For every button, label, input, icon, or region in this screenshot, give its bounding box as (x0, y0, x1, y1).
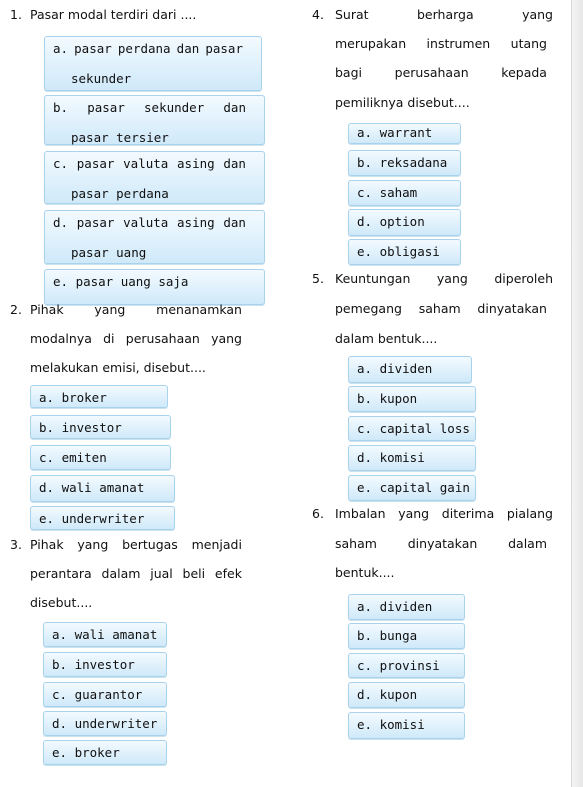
option-line: pasar tersier (71, 129, 169, 145)
option-1d[interactable] (44, 210, 265, 264)
option-3b[interactable] (43, 652, 167, 677)
question-2 (10, 295, 242, 325)
option-4e[interactable] (348, 239, 461, 265)
option-5b[interactable] (348, 386, 476, 412)
question-text: Surat berharga yang (335, 7, 553, 22)
option-6a[interactable] (348, 594, 465, 620)
option-label: d. option (357, 214, 425, 229)
option-5c[interactable] (348, 416, 476, 441)
option-label: a. wali amanat (52, 627, 158, 642)
option-label: c. emiten (39, 450, 107, 465)
option-5a[interactable] (348, 356, 472, 383)
question-4 (312, 0, 553, 30)
question-text: pemegang saham dinyatakan (335, 301, 547, 316)
option-label: b. investor (52, 657, 135, 672)
option-label: a. dividen (357, 599, 433, 614)
question-number: 1. (10, 7, 22, 22)
option-label: a. broker (39, 390, 107, 405)
option-4b[interactable] (348, 150, 461, 176)
option-label: c. provinsi (357, 658, 440, 673)
question-text: Pasar modal terdiri dari .... (30, 7, 197, 22)
question-text: dalam bentuk.... (335, 331, 438, 346)
option-6d[interactable] (348, 682, 465, 708)
option-line: b. pasar sekunder dan (53, 100, 246, 115)
question-text: melakukan emisi, disebut.... (30, 360, 206, 375)
question-number: 4. (312, 7, 324, 22)
option-label: d. kupon (357, 687, 418, 702)
question-text: Imbalan yang diterima pialang (335, 506, 553, 521)
option-label: c. saham (357, 185, 418, 200)
option-4c[interactable] (348, 180, 461, 206)
option-line: sekunder (71, 70, 132, 86)
option-6c[interactable] (348, 653, 465, 678)
question-text: perantara dalam jual beli efek (30, 566, 242, 581)
option-label: c. capital loss (357, 421, 470, 436)
option-line: pasar perdana (71, 185, 169, 201)
option-2e[interactable] (30, 506, 175, 530)
option-2a[interactable] (30, 385, 168, 408)
option-line: e. pasar uang saja (53, 274, 189, 289)
option-label: b. kupon (357, 391, 418, 406)
option-label: a. dividen (357, 361, 433, 376)
question-text: bentuk.... (335, 565, 395, 580)
option-label: d. underwriter (52, 716, 158, 731)
question-number: 5. (312, 271, 324, 286)
option-3e[interactable] (43, 740, 167, 765)
option-label: b. reksadana (357, 155, 448, 170)
option-label: a. warrant (357, 125, 433, 140)
question-text: Keuntungan yang diperoleh (335, 271, 553, 286)
option-1b[interactable] (44, 95, 265, 145)
option-2c[interactable] (30, 445, 171, 470)
question-number: 3. (10, 537, 22, 552)
option-label: e. obligasi (357, 244, 440, 259)
option-4d[interactable] (348, 209, 461, 236)
option-label: d. komisi (357, 450, 425, 465)
option-2d[interactable] (30, 475, 175, 502)
question-text: pemiliknya disebut.... (335, 95, 470, 110)
option-6e[interactable] (348, 712, 465, 739)
option-label: b. bunga (357, 628, 418, 643)
option-1a[interactable] (44, 36, 262, 91)
option-line: a. pasar perdana dan pasar (53, 41, 243, 56)
option-line: pasar uang (71, 244, 147, 260)
page-edge (571, 0, 583, 787)
question-text: Pihak yang bertugas menjadi (30, 537, 242, 552)
option-4a[interactable] (348, 123, 461, 144)
option-label: e. underwriter (39, 511, 145, 526)
question-text: saham dinyatakan dalam (335, 536, 547, 551)
option-3c[interactable] (43, 682, 167, 707)
question-1 (10, 0, 230, 30)
option-5d[interactable] (348, 445, 476, 471)
question-number: 6. (312, 506, 324, 521)
option-label: e. capital gain (357, 480, 470, 495)
option-label: e. komisi (357, 717, 425, 732)
question-6 (312, 499, 553, 529)
option-3a[interactable] (43, 622, 167, 647)
option-2b[interactable] (30, 415, 171, 439)
option-line: c. pasar valuta asing dan (53, 156, 246, 171)
question-number: 2. (10, 302, 22, 317)
option-line: d. pasar valuta asing dan (53, 215, 246, 230)
option-6b[interactable] (348, 623, 465, 649)
question-text: Pihak yang menanamkan (30, 302, 242, 317)
question-text: merupakan instrumen utang (335, 36, 547, 51)
option-1c[interactable] (44, 151, 265, 204)
question-text: modalnya di perusahaan yang (30, 331, 242, 346)
question-text: bagi perusahaan kepada (335, 65, 547, 80)
option-label: e. broker (52, 745, 120, 760)
question-5 (312, 264, 553, 294)
option-3d[interactable] (43, 711, 167, 736)
option-label: c. guarantor (52, 687, 143, 702)
option-label: d. wali amanat (39, 480, 145, 495)
question-3 (10, 530, 242, 560)
question-text: disebut.... (30, 595, 93, 610)
option-label: b. investor (39, 420, 122, 435)
option-5e[interactable] (348, 475, 476, 501)
